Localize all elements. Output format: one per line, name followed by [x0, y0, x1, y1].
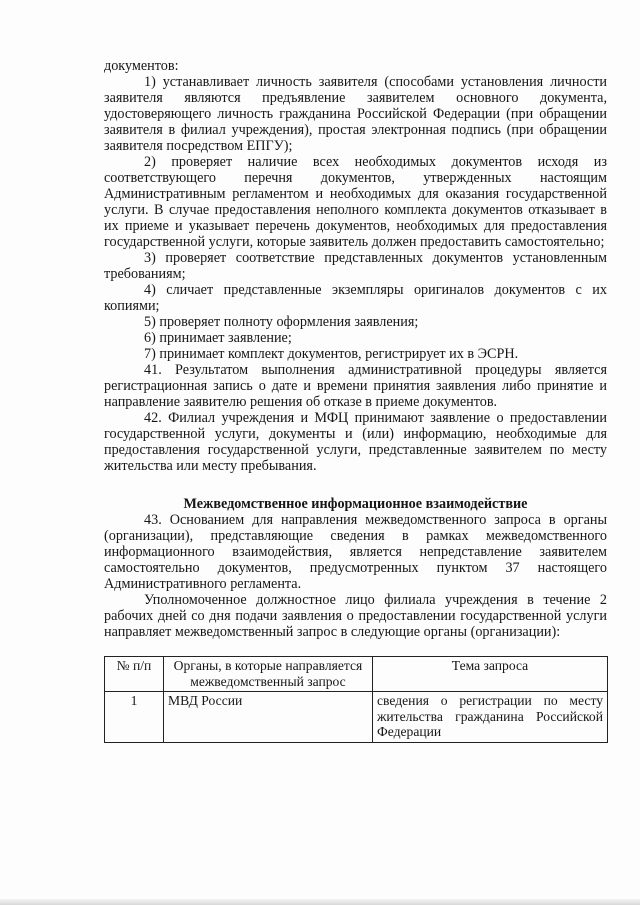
header-topic: Тема запроса: [373, 657, 608, 692]
paragraph-43: 43. Основанием для направления межведомственного запроса в органы (организации), представляющие сведения в рамках межведомственного информационного взаимодействия, является непредставление заявителем самостоятельно документов, предусмотренных пунктом 37 настоящего Административного регламента.: [104, 512, 607, 592]
header-number: № п/п: [105, 657, 164, 692]
list-item-6: 6) принимает заявление;: [144, 330, 292, 346]
cell-number: 1: [105, 692, 164, 743]
header-organs: Органы, в которые направляется межведомственный запрос: [164, 657, 373, 692]
list-item-2: 2) проверяет наличие всех необходимых документов исходя из соответствующего перечня документов, утвержденных настоящим Административным регламентом и необходимых для оказания государственной услуги. В случае предоставления неполного комплекта документов отказывает в их приеме и указывает перечень документов, необходимых для предоставления государственной услуги, которые заявитель должен предоставить самостоятельно;: [104, 154, 607, 250]
table-header-row: [105, 657, 608, 692]
table-row: [105, 692, 608, 743]
paragraph-41: 41. Результатом выполнения административной процедуры является регистрационная запись о дате и времени принятия заявления либо принятие и направление заявителю решения об отказе в приеме документов.: [104, 362, 607, 410]
list-item-7: 7) принимает комплект документов, регистрирует их в ЭСРН.: [144, 346, 519, 362]
document-body: [104, 58, 607, 743]
paragraph-43-continued: Уполномоченное должностное лицо филиала учреждения в течение 2 рабочих дней со дня подачи заявления о предоставлении государственной услуги направляет межведомственный запрос в следующие органы (организации):: [104, 592, 607, 640]
cell-organ: МВД России: [164, 692, 373, 743]
section-heading: Межведомственное информационное взаимодействие: [183, 496, 528, 512]
list-item-5: 5) проверяет полноту оформления заявления;: [144, 314, 419, 330]
list-item-4: 4) сличает представленные экземпляры оригиналов документов с их копиями;: [104, 282, 607, 314]
cell-topic: сведения о регистрации по месту жительства гражданина Российской Федерации: [373, 692, 608, 743]
scan-edge: [0, 899, 640, 905]
paragraph-42: 42. Филиал учреждения и МФЦ принимают заявление о предоставлении государственной услуги, документы и (или) информацию, необходимые для предоставления государственной услуги, представленные заявителем по месту жительства или месту пребывания.: [104, 410, 607, 474]
request-table: [104, 656, 608, 743]
list-item-3: 3) проверяет соответствие представленных документов установленным требованиям;: [104, 250, 607, 282]
intro-line: документов:: [104, 58, 179, 74]
list-item-1: 1) устанавливает личность заявителя (способами установления личности заявителя являются предъявление заявителем основного документа, удостоверяющего личность гражданина Российской Федерации (при обращении заявителя в филиал учреждения), простая электронная подпись (при обращении заявителя посредством ЕПГУ);: [104, 74, 607, 154]
